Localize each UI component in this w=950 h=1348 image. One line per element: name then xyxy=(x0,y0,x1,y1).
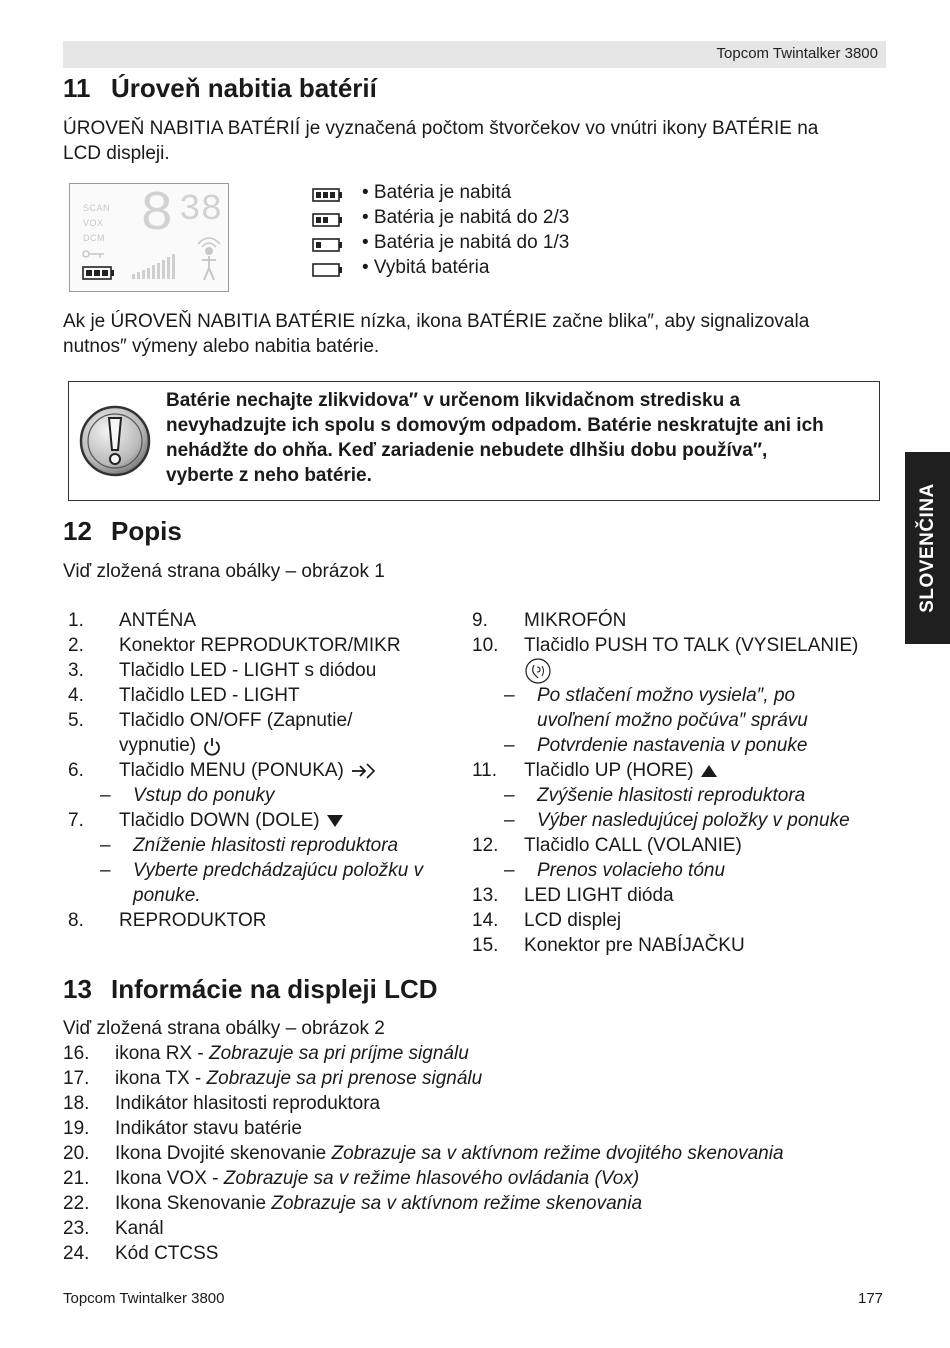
item-number: 18. xyxy=(63,1093,90,1114)
battery-level-label: • Batéria je nabitá do 2/3 xyxy=(362,207,570,228)
list-subitem-continued xyxy=(68,883,468,908)
list-item xyxy=(63,1116,893,1141)
item-number: 9. xyxy=(472,610,488,631)
footer-title: Topcom Twintalker 3800 xyxy=(63,1290,225,1307)
battery-two-thirds-icon xyxy=(312,213,344,227)
warning-line: nevyhadzujte ich spolu s domovým odpadom. Batérie neskratujte ani ich xyxy=(166,415,824,436)
warning-text xyxy=(166,388,871,488)
item-italic-text: ponuke. xyxy=(133,885,201,906)
list-item xyxy=(472,758,902,783)
paragraph-line: nutnos″ výmeny alebo nabitia batérie. xyxy=(63,336,380,357)
lcd-digit: 8 xyxy=(140,182,174,246)
push-to-talk-icon xyxy=(524,658,552,684)
item-dash: – xyxy=(100,860,111,881)
list-item-continued xyxy=(68,733,468,758)
up-triangle-icon xyxy=(700,764,718,778)
battery-level-label: • Batéria je nabitá do 1/3 xyxy=(362,232,570,253)
section-title: Informácie na displeji LCD xyxy=(111,974,438,1004)
item-dash: – xyxy=(504,860,515,881)
list-item-icon-row xyxy=(472,658,902,683)
section-13-heading xyxy=(63,974,438,1005)
person-signal-icon xyxy=(194,234,224,284)
list-subitem xyxy=(68,783,468,808)
list-item xyxy=(63,1091,893,1116)
item-text: Kód CTCSS xyxy=(115,1243,219,1264)
lcd-battery-icon xyxy=(82,266,116,280)
section-title: Úroveň nabitia batérií xyxy=(111,73,377,103)
item-text: ikona TX - xyxy=(115,1068,207,1089)
item-italic-text: uvoľnení možno počúva″ správu xyxy=(537,710,808,731)
lcd-info-list xyxy=(63,1041,893,1266)
list-subitem-continued xyxy=(472,708,902,733)
item-number: 8. xyxy=(68,910,84,931)
item-text: REPRODUKTOR xyxy=(119,910,267,931)
list-item xyxy=(68,908,468,933)
item-text: Indikátor stavu batérie xyxy=(115,1118,302,1139)
list-subitem xyxy=(472,733,902,758)
section-number: 13 xyxy=(63,974,92,1004)
item-dash: – xyxy=(504,810,515,831)
item-number: 5. xyxy=(68,710,84,731)
list-subitem xyxy=(472,858,902,883)
item-number: 20. xyxy=(63,1143,90,1164)
volume-bars-icon xyxy=(130,252,182,280)
paragraph-line: Ak je ÚROVEŇ NABITIA BATÉRIE nízka, ikona BATÉRIE začne blika″, aby signalizovala xyxy=(63,311,810,332)
list-item xyxy=(68,758,468,783)
list-item xyxy=(63,1191,893,1216)
list-item xyxy=(472,908,902,933)
list-item xyxy=(472,633,902,658)
list-item xyxy=(63,1066,893,1091)
down-triangle-icon xyxy=(326,814,344,828)
item-italic-text: Vyberte predchádzajúcu položku v xyxy=(133,860,424,881)
item-number: 21. xyxy=(63,1168,90,1189)
section-title: Popis xyxy=(111,516,182,546)
item-italic-text: Zníženie hlasitosti reproduktora xyxy=(133,835,399,856)
item-number: 12. xyxy=(472,835,499,856)
list-subitem xyxy=(472,808,902,833)
section-12-heading xyxy=(63,516,182,547)
item-text: Tlačidlo PUSH TO TALK (VYSIELANIE) xyxy=(524,635,859,656)
item-dash: – xyxy=(100,785,111,806)
item-text: Tlačidlo UP (HORE) xyxy=(524,760,694,781)
item-italic-text: Zobrazuje sa pri príjme signálu xyxy=(208,1043,469,1064)
item-text: Konektor pre NABÍJAČKU xyxy=(524,935,745,956)
item-text: Tlačidlo LED - LIGHT xyxy=(119,685,300,706)
section-number: 11 xyxy=(63,73,91,103)
item-dash: – xyxy=(100,835,111,856)
battery-empty-icon xyxy=(312,263,344,277)
warning-line: nehádžte do ohňa. Keď zariadenie nebudete dlhšiu dobu používa″, xyxy=(166,440,768,461)
item-number: 22. xyxy=(63,1193,90,1214)
list-item xyxy=(68,633,468,658)
list-item xyxy=(68,808,468,833)
item-italic-text: Vstup do ponuky xyxy=(133,785,275,806)
item-number: 14. xyxy=(472,910,499,931)
page-number: 177 xyxy=(858,1290,884,1307)
item-text: ANTÉNA xyxy=(119,610,197,631)
item-italic-text: Zobrazuje sa v aktívnom režime dvojitého skenovania xyxy=(331,1143,784,1164)
list-item xyxy=(472,608,902,633)
lcd-scan-label: SCAN xyxy=(83,203,111,213)
list-item xyxy=(472,883,902,908)
item-italic-text: Zvýšenie hlasitosti reproduktora xyxy=(537,785,806,806)
item-text: Ikona VOX - xyxy=(115,1168,224,1189)
item-dash: – xyxy=(504,785,515,806)
item-number: 11. xyxy=(472,760,498,781)
item-number: 15. xyxy=(472,935,499,956)
item-text: MIKROFÓN xyxy=(524,610,627,631)
list-item xyxy=(68,683,468,708)
item-number: 16. xyxy=(63,1043,90,1064)
list-item xyxy=(68,608,468,633)
battery-level-label: • Batéria je nabitá xyxy=(362,182,512,203)
item-number: 3. xyxy=(68,660,84,681)
section-12-reference: Viď zložená strana obálky – obrázok 1 xyxy=(63,561,385,582)
item-italic-text: Zobrazuje sa pri prenose signálu xyxy=(206,1068,483,1089)
list-item xyxy=(472,933,902,958)
item-text: LCD displej xyxy=(524,910,622,931)
item-text: Konektor REPRODUKTOR/MIKR xyxy=(119,635,401,656)
item-text: Tlačidlo MENU (PONUKA) xyxy=(119,760,344,781)
battery-low-paragraph xyxy=(63,309,893,359)
list-item xyxy=(63,1241,893,1266)
list-subitem xyxy=(472,783,902,808)
item-italic-text: Potvrdenie nastavenia v ponuke xyxy=(537,735,808,756)
lcd-vox-label: VOX xyxy=(83,218,104,228)
lcd-display-illustration xyxy=(69,183,229,292)
item-dash: – xyxy=(504,735,515,756)
list-item xyxy=(68,658,468,683)
item-text: Kanál xyxy=(115,1218,164,1239)
item-number: 23. xyxy=(63,1218,90,1239)
item-number: 2. xyxy=(68,635,84,656)
section-number: 12 xyxy=(63,516,92,546)
language-tab xyxy=(905,452,950,644)
list-item xyxy=(472,833,902,858)
item-text: LED LIGHT dióda xyxy=(524,885,674,906)
item-italic-text: Zobrazuje sa v režime hlasového ovládania (Vox) xyxy=(223,1168,640,1189)
power-icon xyxy=(202,736,222,756)
intro-line: ÚROVEŇ NABITIA BATÉRIÍ je vyznačená počtom štvorčekov vo vnútri ikony BATÉRIE na xyxy=(63,118,819,139)
intro-line: LCD displeji. xyxy=(63,143,170,164)
list-item xyxy=(68,708,468,733)
description-list-left xyxy=(68,608,468,933)
item-number: 10. xyxy=(472,635,499,656)
item-italic-text: Po stlačení možno vysiela″, po xyxy=(537,685,796,706)
list-item xyxy=(63,1141,893,1166)
item-dash: – xyxy=(504,685,515,706)
item-text: vypnutie) xyxy=(119,735,197,756)
item-text: Ikona Skenovanie xyxy=(115,1193,272,1214)
lcd-channel: 38 xyxy=(179,189,223,230)
warning-line: Batérie nechajte zlikvidova″ v určenom likvidačnom stredisku a xyxy=(166,390,741,411)
battery-level-label: • Vybitá batéria xyxy=(362,257,490,278)
battery-full-icon xyxy=(312,188,344,202)
item-italic-text: Zobrazuje sa v aktívnom režime skenovania xyxy=(271,1193,643,1214)
battery-one-third-icon xyxy=(312,238,344,252)
description-list-right xyxy=(472,608,902,958)
item-number: 4. xyxy=(68,685,84,706)
list-subitem xyxy=(68,833,468,858)
section-13-reference: Viď zložená strana obálky – obrázok 2 xyxy=(63,1018,385,1039)
list-item xyxy=(63,1166,893,1191)
item-text: Tlačidlo DOWN (DOLE) xyxy=(119,810,320,831)
item-number: 1. xyxy=(68,610,84,631)
header-title: Topcom Twintalker 3800 xyxy=(716,45,878,62)
warning-box xyxy=(68,381,880,501)
item-number: 6. xyxy=(68,760,84,781)
exclamation-warning-icon xyxy=(78,404,152,478)
list-item xyxy=(63,1041,893,1066)
section-11-heading xyxy=(63,73,377,104)
item-number: 7. xyxy=(68,810,84,831)
list-subitem xyxy=(68,858,468,883)
item-italic-text: Prenos volacieho tónu xyxy=(537,860,726,881)
section-11-intro xyxy=(63,116,893,166)
item-text: Tlačidlo LED - LIGHT s diódou xyxy=(119,660,377,681)
item-text: ikona RX - xyxy=(115,1043,209,1064)
item-text: Ikona Dvojité skenovanie xyxy=(115,1143,332,1164)
item-italic-text: Výber nasledujúcej položky v ponuke xyxy=(537,810,850,831)
menu-enter-icon xyxy=(350,762,376,780)
list-item xyxy=(63,1216,893,1241)
item-number: 13. xyxy=(472,885,499,906)
warning-line: vyberte z neho batérie. xyxy=(166,465,372,486)
lcd-dcm-label: DCM xyxy=(83,233,105,243)
list-subitem xyxy=(472,683,902,708)
item-number: 19. xyxy=(63,1118,90,1139)
item-text: Indikátor hlasitosti reproduktora xyxy=(115,1093,381,1114)
key-icon xyxy=(82,248,106,260)
item-number: 17. xyxy=(63,1068,90,1089)
language-tab-label: SLOVENČINA xyxy=(916,483,938,613)
item-text: Tlačidlo ON/OFF (Zapnutie/ xyxy=(119,710,353,731)
item-text: Tlačidlo CALL (VOLANIE) xyxy=(524,835,742,856)
item-number: 24. xyxy=(63,1243,90,1264)
